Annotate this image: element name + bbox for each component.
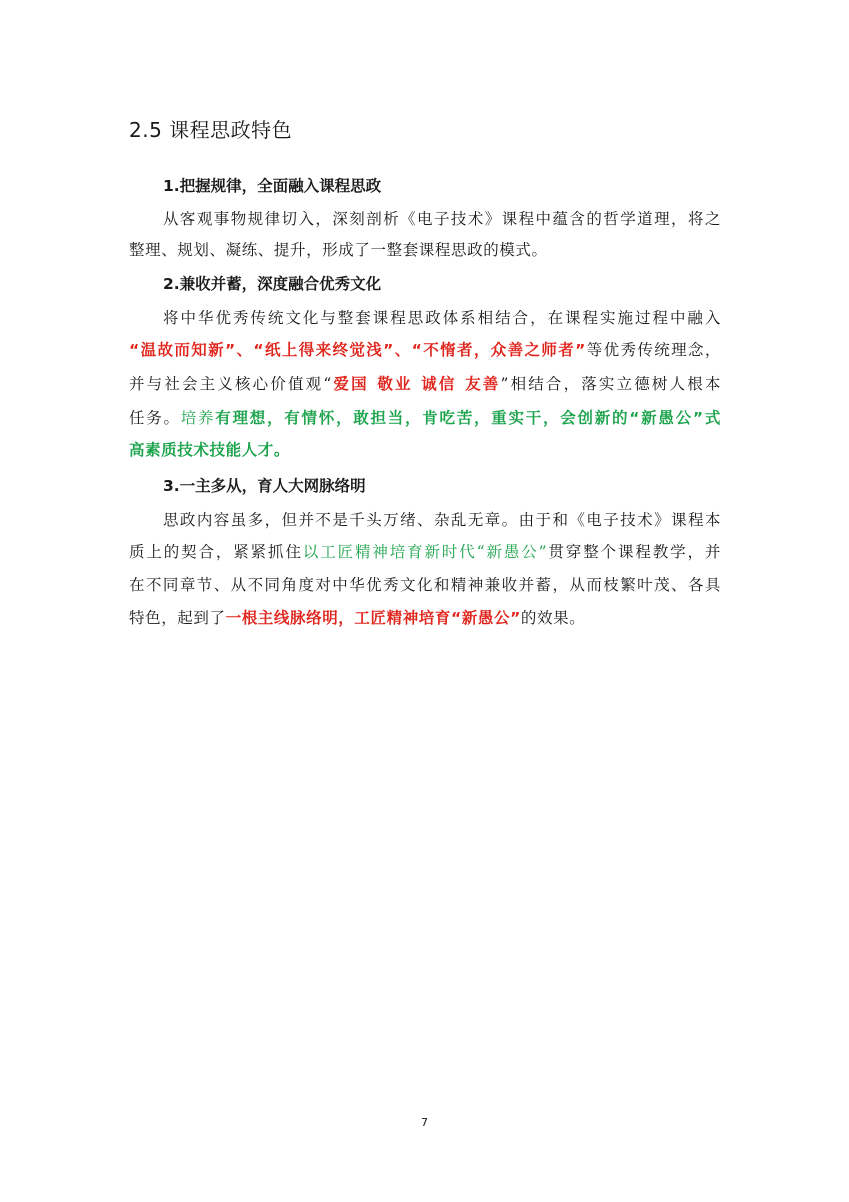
point-1-line-1: 从客观事物规律切入，深刻剖析《电子技术》课程中蕴含的哲学道理，将之 <box>163 210 721 228</box>
talent-goal-end: 高素质技术技能人才。 <box>129 441 291 459</box>
page-number: 7 <box>421 1116 428 1129</box>
point-2-line-4 <box>129 406 721 428</box>
point-1-line-2: 整理、规划、凝练、提升，形成了一整套课程思政的模式。 <box>129 241 548 259</box>
cultivate-word: 培养 <box>180 409 216 427</box>
talent-goal: 有理想，有情怀，敢担当，肯吃苦，重实干，会创新的“新愚公”式 <box>215 409 721 427</box>
point-3-line-4-b: 的效果。 <box>520 609 586 627</box>
point-2-line-3-a: 并与社会主义核心价值观“ <box>129 375 332 393</box>
point-2-line-2 <box>129 338 721 360</box>
main-thread: 一根主线脉络明，工匠精神培育“新愚公” <box>225 609 521 627</box>
point-2-line-1: 将中华优秀传统文化与整套课程思政体系相结合，在课程实施过程中融入 <box>163 309 721 327</box>
point-2-line-3-b: ”相结合，落实立德树人根本 <box>500 375 722 393</box>
point-3-line-4 <box>129 606 721 628</box>
core-value-4: 友善 <box>463 375 501 393</box>
point-3-heading: 3.一主多从，育人大网脉络明 <box>163 477 366 495</box>
point-3-line-2-a: 质上的契合，紧紧抓住 <box>129 543 303 561</box>
point-2-line-2-rest: 等优秀传统理念， <box>585 341 721 359</box>
point-2-heading: 2.兼收并蓄，深度融合优秀文化 <box>163 275 382 293</box>
point-3-line-4-a: 特色，起到了 <box>129 609 226 627</box>
section-title: 2.5 课程思政特色 <box>129 118 293 142</box>
core-value-3: 诚信 <box>419 375 457 393</box>
point-3-line-1: 思政内容虽多，但并不是千头万绪、杂乱无章。由于和《电子技术》课程本 <box>163 511 721 529</box>
point-3-line-2 <box>129 540 721 562</box>
point-2-line-4-a: 任务。 <box>129 409 181 427</box>
point-3-line-2-b: 贯穿整个课程教学，并 <box>547 543 721 561</box>
traditional-sayings: “温故而知新”、“纸上得来终觉浅”、“不惰者，众善之师者” <box>129 341 586 359</box>
point-1-heading: 1.把握规律，全面融入课程思政 <box>163 177 382 195</box>
craftsman-spirit: 以工匠精神培育新时代“新愚公” <box>302 543 548 561</box>
point-2-line-5 <box>129 438 721 460</box>
point-3-line-3: 在不同章节、从不同角度对中华优秀文化和精神兼收并蓄，从而枝繁叶茂、各具 <box>129 576 721 594</box>
core-value-1: 爱国 <box>331 375 369 393</box>
point-2-line-3 <box>129 372 721 394</box>
core-value-2: 敬业 <box>375 375 413 393</box>
